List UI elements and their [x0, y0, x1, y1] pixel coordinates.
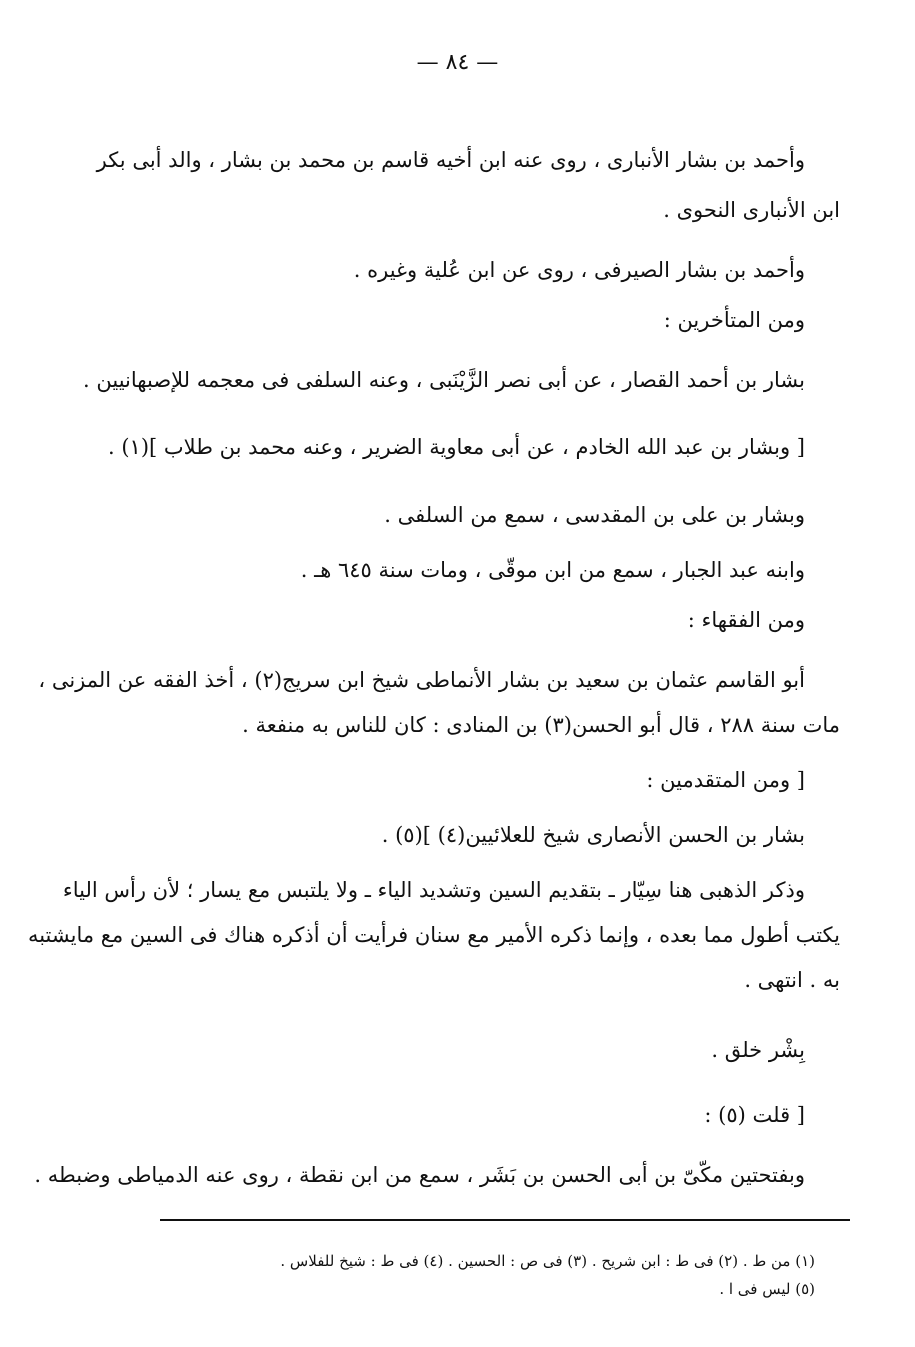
text-line: وأحمد بن بشار الصيرفى ، روى عن ابن عُلية وغيره . [353, 258, 805, 282]
text-line: وذكر الذهبى هنا سِيّار ـ بتقديم السين وتشديد الياء ـ ولا يلتبس مع يسار ؛ لأن رأس الياء [62, 878, 805, 902]
text-line: وأحمد بن بشار الأنبارى ، روى عنه ابن أخيه قاسم بن محمد بن بشار ، والد أبى بكر [96, 148, 805, 172]
text-line: مات سنة ٢٨٨ ، قال أبو الحسن(٣) بن المنادى : كان للناس به منفعة . [242, 713, 840, 737]
text-line: وابنه عبد الجبار ، سمع من ابن موقّى ، ومات سنة ٦٤٥ هـ . [300, 558, 805, 582]
text-line: به . انتهى . [744, 968, 840, 992]
footnote-line: (٥) ليس فى ا . [719, 1280, 815, 1298]
section-heading: [ قلت (٥) : [704, 1103, 805, 1127]
text-line: ابن الأنبارى النحوى . [663, 198, 840, 222]
text-line: يكتب أطول مما بعده ، وإنما ذكره الأمير مع سنان فرأيت أن أذكره هناك فى السين مع مايشتبه [27, 923, 840, 947]
text-line: بِشْر خلق . [711, 1038, 805, 1062]
section-heading: ومن المتأخرين : [663, 308, 805, 332]
section-heading: [ ومن المتقدمين : [646, 768, 805, 792]
section-heading: ومن الفقهاء : [687, 608, 805, 632]
text-line: وبشار بن على بن المقدسى ، سمع من السلفى . [384, 503, 805, 527]
page-number: — ٨٤ — [416, 50, 499, 75]
text-line: أبو القاسم عثمان بن سعيد بن بشار الأنماطى شيخ ابن سريج(٢) ، أخذ الفقه عن المزنى ، [38, 668, 805, 692]
footnote-divider [160, 1219, 850, 1221]
text-line: [ وبشار بن عبد الله الخادم ، عن أبى معاوية الضرير ، وعنه محمد بن طلاب ](١) . [108, 435, 805, 459]
text-line: بشار بن أحمد القصار ، عن أبى نصر الزَّيْنَبى ، وعنه السلفى فى معجمه للإصبهانيين . [83, 368, 805, 392]
footnote-line: (١) من ط . (٢) فى ط : ابن شريح . (٣) فى ص : الحسين . (٤) فى ط : شيخ للفلاس . [280, 1252, 815, 1270]
text-line: بشار بن الحسن الأنصارى شيخ للعلائيين(٤) ](٥) . [381, 823, 805, 847]
text-line: وبفتحتين مكّىّ بن أبى الحسن بن بَشَر ، سمع من ابن نقطة ، روى عنه الدمياطى وضبطه . [34, 1163, 805, 1187]
